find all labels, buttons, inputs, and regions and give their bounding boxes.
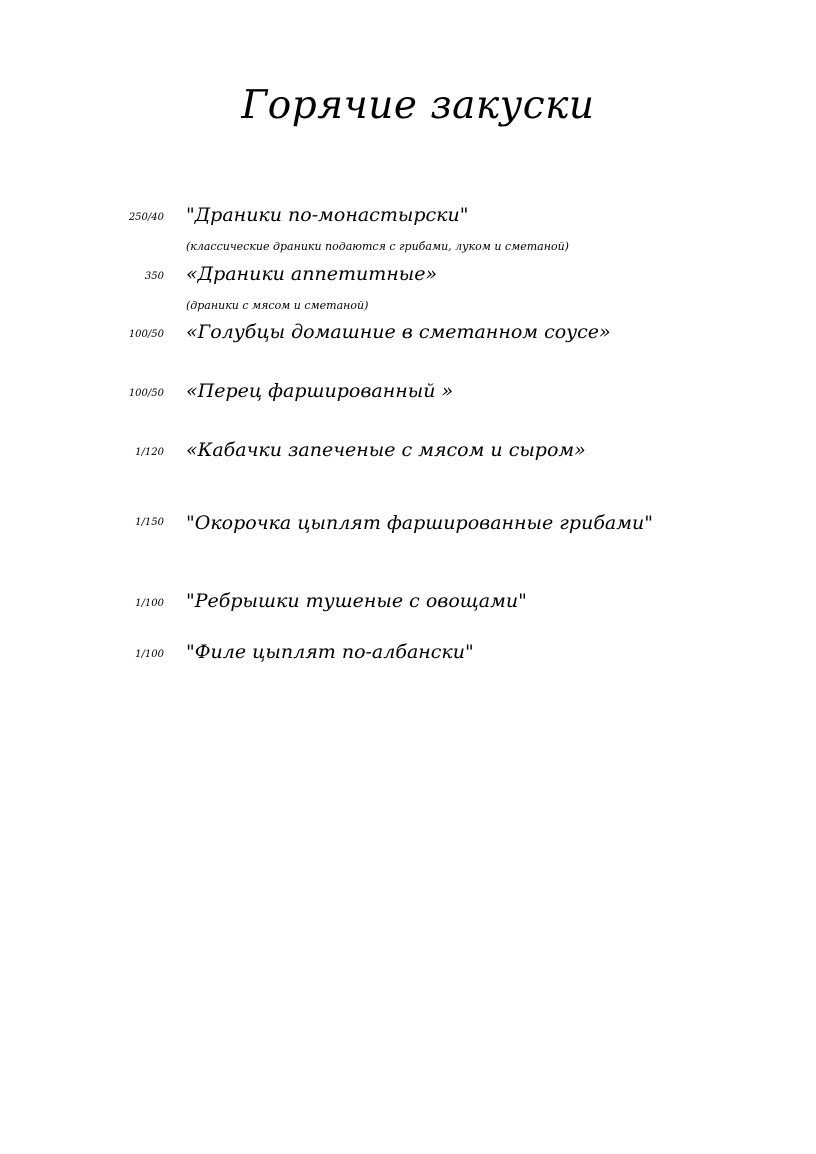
item-name: "Драники по-монастырски" [186, 204, 469, 226]
item-name: «Драники аппетитные» [186, 263, 438, 285]
item-name: «Кабачки запеченые с мясом и сыром» [186, 439, 586, 461]
item-weight: 1/100 [135, 598, 164, 609]
item-name: "Ребрышки тушеные с овощами" [186, 590, 527, 612]
item-name: «Перец фаршированный » [186, 380, 454, 402]
item-name: "Окорочка цыплят фаршированные грибами" [186, 512, 653, 534]
item-weight: 100/50 [128, 388, 164, 399]
item-name: «Голубцы домашние в сметанном соусе» [186, 321, 611, 343]
item-name: "Филе цыплят по-албански" [186, 641, 474, 663]
item-weight: 1/100 [135, 649, 164, 660]
item-description: (классические драники подаются с грибами, луком и сметаной) [186, 240, 569, 253]
item-weight: 350 [144, 271, 164, 282]
item-weight: 250/40 [128, 212, 164, 223]
item-description: (драники с мясом и сметаной) [186, 299, 369, 312]
item-weight: 1/150 [135, 517, 164, 528]
item-weight: 1/120 [135, 447, 164, 458]
page-title: Горячие закуски [241, 83, 595, 128]
item-weight: 100/50 [128, 329, 164, 340]
